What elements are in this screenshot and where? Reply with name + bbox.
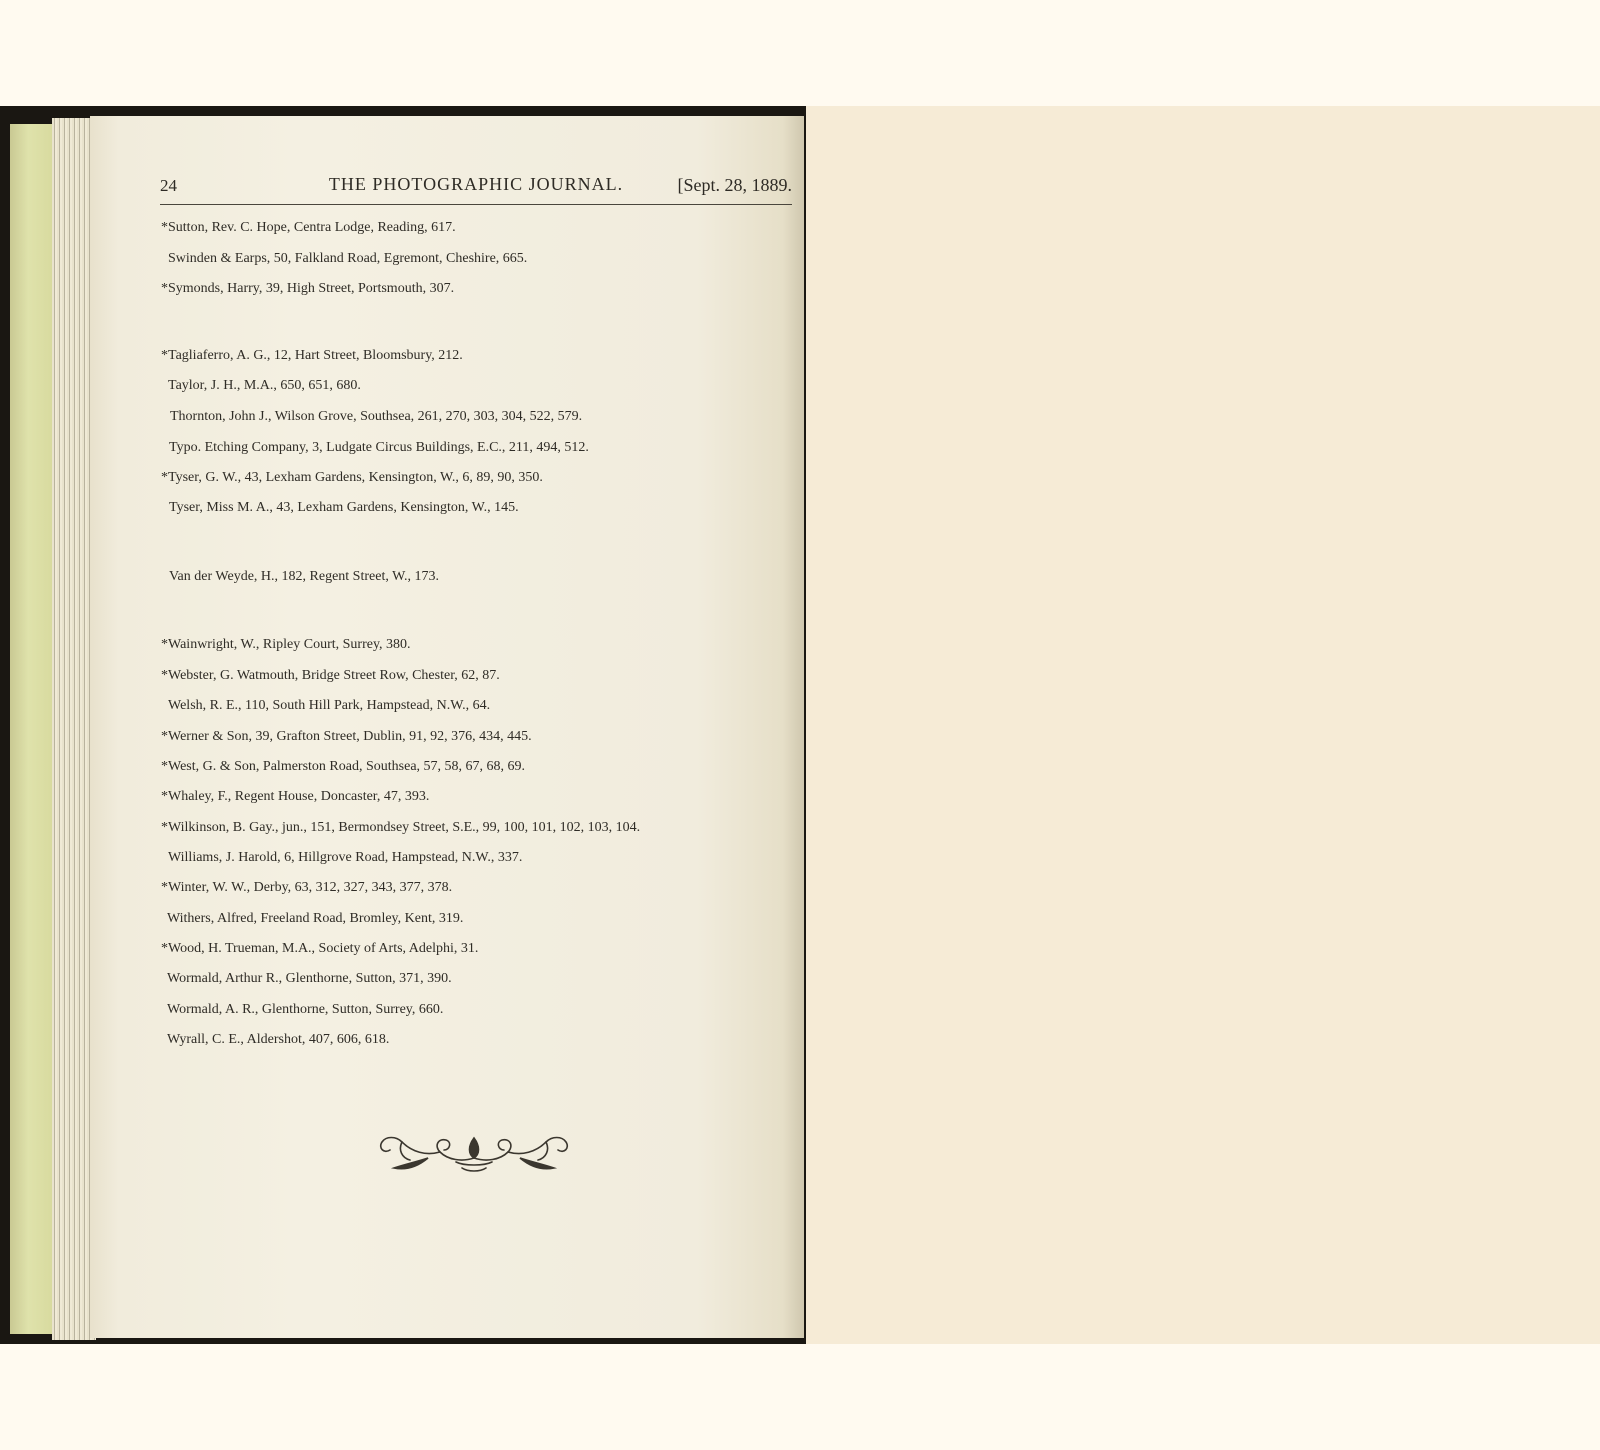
list-item: Swinden & Earps, 50, Falkland Road, Egremont, Cheshire, 665. <box>168 251 528 266</box>
list-item: Taylor, J. H., M.A., 650, 651, 680. <box>168 378 361 393</box>
list-item: Wormald, A. R., Glenthorne, Sutton, Surrey, 660. <box>167 1002 444 1017</box>
list-item: Tyser, Miss M. A., 43, Lexham Gardens, Kensington, W., 145. <box>169 500 519 515</box>
list-item: *Wilkinson, B. Gay., jun., 151, Bermondsey Street, S.E., 99, 100, 101, 102, 103, 104. <box>161 820 641 835</box>
book-cover-edge <box>10 124 56 1334</box>
issue-date: [Sept. 28, 1889. <box>677 175 792 195</box>
list-item: *West, G. & Son, Palmerston Road, Southsea, 57, 58, 67, 68, 69. <box>161 759 526 774</box>
list-item: Typo. Etching Company, 3, Ludgate Circus Buildings, E.C., 211, 494, 512. <box>169 440 589 455</box>
page-header <box>160 170 792 205</box>
list-item: *Wainwright, W., Ripley Court, Surrey, 380. <box>161 637 411 652</box>
list-item: *Werner & Son, 39, Grafton Street, Dublin, 91, 92, 376, 434, 445. <box>161 729 532 744</box>
list-item: Thornton, John J., Wilson Grove, Southsea, 261, 270, 303, 304, 522, 579. <box>170 409 583 424</box>
list-item: Welsh, R. E., 110, South Hill Park, Hampstead, N.W., 64. <box>168 698 491 713</box>
list-item: *Sutton, Rev. C. Hope, Centra Lodge, Reading, 617. <box>161 220 456 235</box>
list-item: Wyrall, C. E., Aldershot, 407, 606, 618. <box>167 1032 390 1047</box>
journal-title: THE PHOTOGRAPHIC JOURNAL. <box>328 174 624 194</box>
list-item: Van der Weyde, H., 182, Regent Street, W., 173. <box>169 569 440 584</box>
list-item: *Tyser, G. W., 43, Lexham Gardens, Kensington, W., 6, 89, 90, 350. <box>161 470 543 485</box>
list-item: *Webster, G. Watmouth, Bridge Street Row, Chester, 62, 87. <box>161 668 500 683</box>
list-item: Wormald, Arthur R., Glenthorne, Sutton, 371, 390. <box>167 971 452 986</box>
decorative-ornament <box>376 1128 572 1176</box>
page-number: 24 <box>160 176 177 195</box>
list-item: *Symonds, Harry, 39, High Street, Portsmouth, 307. <box>161 281 455 296</box>
list-item: *Wood, H. Trueman, M.A., Society of Arts, Adelphi, 31. <box>161 941 479 956</box>
list-item: Withers, Alfred, Freeland Road, Bromley, Kent, 319. <box>167 911 464 926</box>
list-item: Williams, J. Harold, 6, Hillgrove Road, Hampstead, N.W., 337. <box>168 850 523 865</box>
list-item: *Winter, W. W., Derby, 63, 312, 327, 343, 377, 378. <box>161 880 453 895</box>
list-item: *Whaley, F., Regent House, Doncaster, 47, 393. <box>161 789 430 804</box>
list-item: *Tagliaferro, A. G., 12, Hart Street, Bloomsbury, 212. <box>161 348 463 363</box>
